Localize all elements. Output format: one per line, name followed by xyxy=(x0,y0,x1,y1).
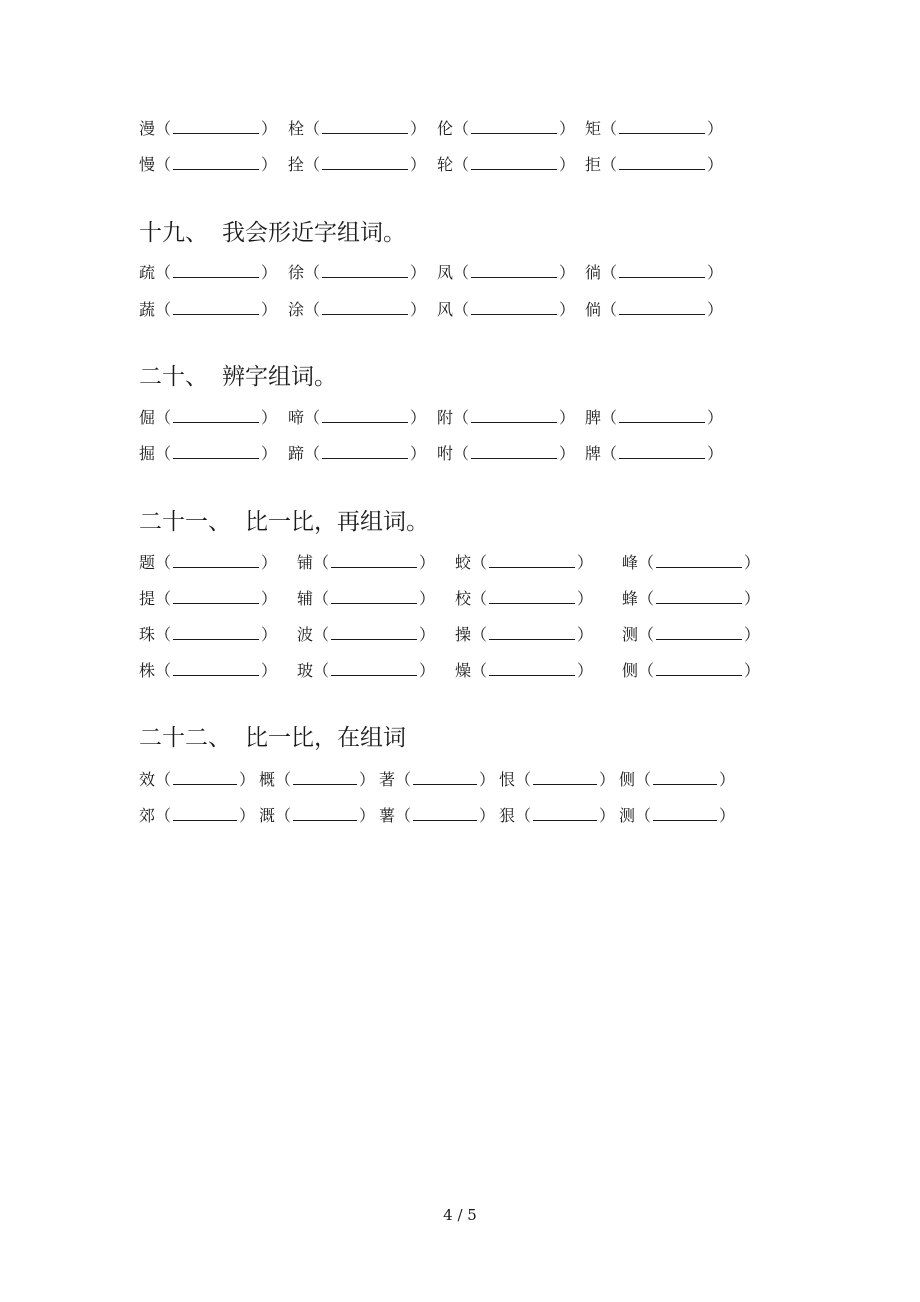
character: 徐 xyxy=(288,263,305,282)
answer-blank[interactable] xyxy=(656,660,742,676)
character: 啼 xyxy=(288,408,305,427)
character: 伦 xyxy=(437,119,454,138)
word-cell: 侧（ ） xyxy=(619,770,736,789)
character: 轮 xyxy=(437,155,454,174)
answer-blank[interactable] xyxy=(173,299,259,315)
section-number: 二十二、 xyxy=(139,725,231,751)
word-cell: 轮（ ） xyxy=(437,155,576,174)
word-cell: 伦（ ） xyxy=(437,119,576,138)
character: 脾 xyxy=(585,408,602,427)
answer-blank[interactable] xyxy=(471,407,557,423)
character: 概 xyxy=(259,770,276,789)
character: 蜂 xyxy=(622,589,639,608)
answer-blank[interactable] xyxy=(413,805,477,821)
character: 校 xyxy=(455,589,472,608)
answer-blank[interactable] xyxy=(173,154,259,170)
character: 牌 xyxy=(585,444,602,463)
section-number: 二十、 xyxy=(139,364,208,390)
word-cell: 狠（ ） xyxy=(499,806,616,825)
word-cell: 校（ ） xyxy=(455,589,594,608)
answer-blank[interactable] xyxy=(173,769,237,785)
answer-blank[interactable] xyxy=(331,624,417,640)
word-cell: 测（ ） xyxy=(622,625,761,644)
word-cell: 溉（ ） xyxy=(259,806,376,825)
answer-blank[interactable] xyxy=(173,805,237,821)
answer-blank[interactable] xyxy=(489,624,575,640)
word-cell: 波（ ） xyxy=(297,625,436,644)
answer-blank[interactable] xyxy=(173,118,259,134)
section-number: 二十一、 xyxy=(139,509,231,535)
answer-blank[interactable] xyxy=(322,118,408,134)
answer-blank[interactable] xyxy=(173,443,259,459)
section-title: 比一比，在组词 xyxy=(245,725,406,751)
character: 矩 xyxy=(585,119,602,138)
character: 恨 xyxy=(499,770,516,789)
word-cell: 株（ ） xyxy=(139,661,278,680)
word-cell: 拒（ ） xyxy=(585,155,724,174)
answer-blank[interactable] xyxy=(619,118,705,134)
word-cell: 辅（ ） xyxy=(297,589,436,608)
section-heading xyxy=(139,723,406,753)
word-cell: 拴（ ） xyxy=(288,155,427,174)
section-number: 十九、 xyxy=(139,220,208,246)
answer-blank[interactable] xyxy=(322,443,408,459)
character: 倘 xyxy=(585,300,602,319)
answer-blank[interactable] xyxy=(471,443,557,459)
word-cell: 恨（ ） xyxy=(499,770,616,789)
answer-blank[interactable] xyxy=(619,407,705,423)
answer-blank[interactable] xyxy=(489,660,575,676)
character: 慢 xyxy=(139,155,156,174)
word-cell: 著（ ） xyxy=(379,770,496,789)
answer-blank[interactable] xyxy=(653,805,717,821)
character: 狠 xyxy=(499,806,516,825)
character: 漫 xyxy=(139,119,156,138)
character: 倔 xyxy=(139,408,156,427)
character: 薯 xyxy=(379,806,396,825)
answer-blank[interactable] xyxy=(322,407,408,423)
answer-blank[interactable] xyxy=(533,769,597,785)
word-cell: 徐（ ） xyxy=(288,263,427,282)
word-cell: 蔬（ ） xyxy=(139,300,278,319)
word-cell: 慢（ ） xyxy=(139,155,278,174)
character: 蔬 xyxy=(139,300,156,319)
word-cell: 概（ ） xyxy=(259,770,376,789)
word-cell: 薯（ ） xyxy=(379,806,496,825)
character: 铺 xyxy=(297,553,314,572)
character: 峰 xyxy=(622,553,639,572)
answer-blank[interactable] xyxy=(656,624,742,640)
word-cell: 侧（ ） xyxy=(622,661,761,680)
character: 题 xyxy=(139,553,156,572)
character: 辅 xyxy=(297,589,314,608)
word-cell: 铺（ ） xyxy=(297,553,436,572)
word-cell: 倘（ ） xyxy=(585,300,724,319)
word-cell: 矩（ ） xyxy=(585,119,724,138)
section-title: 比一比，再组词。 xyxy=(245,509,429,535)
answer-blank[interactable] xyxy=(331,660,417,676)
character: 测 xyxy=(622,625,639,644)
character: 疏 xyxy=(139,263,156,282)
character: 测 xyxy=(619,806,636,825)
character: 蛟 xyxy=(455,553,472,572)
word-cell: 蹄（ ） xyxy=(288,444,427,463)
word-cell: 风（ ） xyxy=(437,300,576,319)
character: 附 xyxy=(437,408,454,427)
character: 涂 xyxy=(288,300,305,319)
word-cell: 咐（ ） xyxy=(437,444,576,463)
word-cell: 珠（ ） xyxy=(139,625,278,644)
character: 侧 xyxy=(619,770,636,789)
section-title: 辨字组词。 xyxy=(222,364,337,390)
answer-blank[interactable] xyxy=(656,552,742,568)
answer-blank[interactable] xyxy=(619,299,705,315)
word-cell: 凤（ ） xyxy=(437,263,576,282)
answer-blank[interactable] xyxy=(173,660,259,676)
word-cell: 啼（ ） xyxy=(288,408,427,427)
word-cell: 效（ ） xyxy=(139,770,256,789)
section-heading xyxy=(139,362,337,392)
word-cell: 漫（ ） xyxy=(139,119,278,138)
answer-blank[interactable] xyxy=(619,262,705,278)
character: 提 xyxy=(139,589,156,608)
character: 操 xyxy=(455,625,472,644)
character: 拴 xyxy=(288,155,305,174)
character: 效 xyxy=(139,770,156,789)
answer-blank[interactable] xyxy=(653,769,717,785)
character: 拒 xyxy=(585,155,602,174)
answer-blank[interactable] xyxy=(619,443,705,459)
answer-blank[interactable] xyxy=(173,552,259,568)
word-cell: 郊（ ） xyxy=(139,806,256,825)
answer-blank[interactable] xyxy=(471,118,557,134)
word-cell: 疏（ ） xyxy=(139,263,278,282)
character: 掘 xyxy=(139,444,156,463)
word-cell: 掘（ ） xyxy=(139,444,278,463)
character: 栓 xyxy=(288,119,305,138)
answer-blank[interactable] xyxy=(471,262,557,278)
character: 蹄 xyxy=(288,444,305,463)
word-cell: 峰（ ） xyxy=(622,553,761,572)
word-cell: 燥（ ） xyxy=(455,661,594,680)
word-cell: 提（ ） xyxy=(139,589,278,608)
answer-blank[interactable] xyxy=(173,624,259,640)
character: 著 xyxy=(379,770,396,789)
answer-blank[interactable] xyxy=(173,262,259,278)
character: 徜 xyxy=(585,263,602,282)
answer-blank[interactable] xyxy=(656,588,742,604)
answer-blank[interactable] xyxy=(173,407,259,423)
word-cell: 脾（ ） xyxy=(585,408,724,427)
character: 波 xyxy=(297,625,314,644)
answer-blank[interactable] xyxy=(322,262,408,278)
answer-blank[interactable] xyxy=(533,805,597,821)
answer-blank[interactable] xyxy=(173,588,259,604)
word-cell: 栓（ ） xyxy=(288,119,427,138)
word-cell: 牌（ ） xyxy=(585,444,724,463)
character: 郊 xyxy=(139,806,156,825)
word-cell: 涂（ ） xyxy=(288,300,427,319)
character: 咐 xyxy=(437,444,454,463)
answer-blank[interactable] xyxy=(331,588,417,604)
answer-blank[interactable] xyxy=(471,299,557,315)
character: 玻 xyxy=(297,661,314,680)
answer-blank[interactable] xyxy=(293,769,357,785)
word-cell: 蛟（ ） xyxy=(455,553,594,572)
section-heading xyxy=(139,218,406,248)
answer-blank[interactable] xyxy=(619,154,705,170)
answer-blank[interactable] xyxy=(322,299,408,315)
character: 凤 xyxy=(437,263,454,282)
section-heading xyxy=(139,507,429,537)
word-cell: 测（ ） xyxy=(619,806,736,825)
character: 溉 xyxy=(259,806,276,825)
word-cell: 操（ ） xyxy=(455,625,594,644)
answer-blank[interactable] xyxy=(413,769,477,785)
answer-blank[interactable] xyxy=(471,154,557,170)
character: 珠 xyxy=(139,625,156,644)
page-number: 4 / 5 xyxy=(443,1206,477,1224)
answer-blank[interactable] xyxy=(322,154,408,170)
character: 株 xyxy=(139,661,156,680)
word-cell: 倔（ ） xyxy=(139,408,278,427)
section-title: 我会形近字组词。 xyxy=(222,220,406,246)
answer-blank[interactable] xyxy=(489,552,575,568)
answer-blank[interactable] xyxy=(489,588,575,604)
answer-blank[interactable] xyxy=(293,805,357,821)
answer-blank[interactable] xyxy=(331,552,417,568)
word-cell: 蜂（ ） xyxy=(622,589,761,608)
word-cell: 附（ ） xyxy=(437,408,576,427)
word-cell: 题（ ） xyxy=(139,553,278,572)
word-cell: 玻（ ） xyxy=(297,661,436,680)
character: 侧 xyxy=(622,661,639,680)
word-cell: 徜（ ） xyxy=(585,263,724,282)
character: 风 xyxy=(437,300,454,319)
character: 燥 xyxy=(455,661,472,680)
